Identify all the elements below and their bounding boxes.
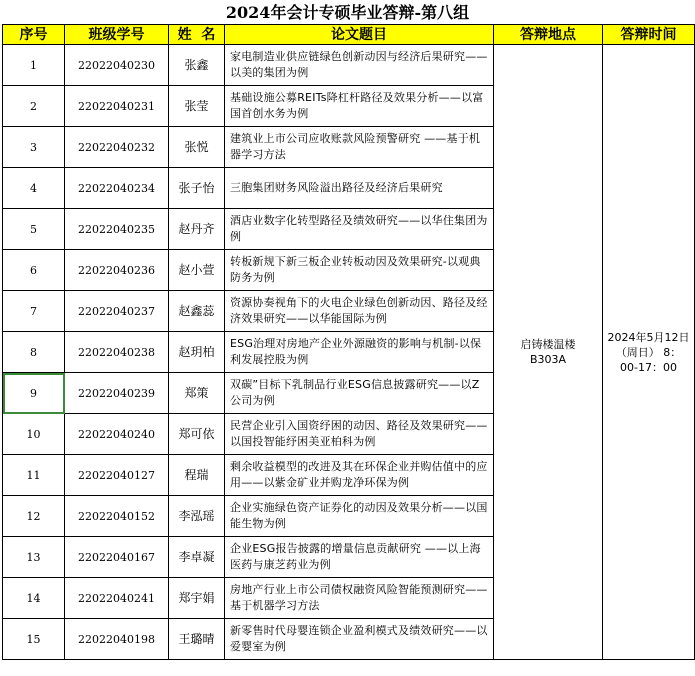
cell-name[interactable]: 张子怡 bbox=[169, 168, 225, 209]
cell-index[interactable]: 13 bbox=[3, 537, 65, 578]
cell-student-id[interactable]: 22022040234 bbox=[65, 168, 169, 209]
cell-index[interactable]: 5 bbox=[3, 209, 65, 250]
header-student-id[interactable]: 班级学号 bbox=[65, 25, 169, 45]
cell-student-id[interactable]: 22022040232 bbox=[65, 127, 169, 168]
cell-name[interactable]: 赵玥柏 bbox=[169, 332, 225, 373]
cell-name[interactable]: 张悦 bbox=[169, 127, 225, 168]
cell-topic[interactable]: 新零售时代母婴连锁企业盈利模式及绩效研究——以爱婴室为例 bbox=[225, 619, 494, 660]
cell-student-id[interactable]: 22022040152 bbox=[65, 496, 169, 537]
table-row bbox=[3, 45, 695, 86]
cell-index[interactable]: 6 bbox=[3, 250, 65, 291]
cell-student-id[interactable]: 22022040238 bbox=[65, 332, 169, 373]
cell-student-id[interactable]: 22022040230 bbox=[65, 45, 169, 86]
cell-index[interactable]: 10 bbox=[3, 414, 65, 455]
cell-name[interactable]: 赵小萱 bbox=[169, 250, 225, 291]
cell-student-id[interactable]: 22022040240 bbox=[65, 414, 169, 455]
header-topic[interactable]: 论文题目 bbox=[225, 25, 494, 45]
cell-topic[interactable]: 转板新规下新三板企业转板动因及效果研究-以观典防务为例 bbox=[225, 250, 494, 291]
cell-student-id[interactable]: 22022040235 bbox=[65, 209, 169, 250]
cell-name[interactable]: 李泓瑶 bbox=[169, 496, 225, 537]
header-place[interactable]: 答辩地点 bbox=[494, 25, 603, 45]
cell-topic[interactable]: 家电制造业供应链绿色创新动因与经济后果研究——以美的集团为例 bbox=[225, 45, 494, 86]
sheet-title: 2024年会计专硕毕业答辩-第八组 bbox=[225, 3, 470, 22]
cell-topic[interactable]: 剩余收益模型的改进及其在环保企业并购估值中的应用——以紫金矿业并购龙净环保为例 bbox=[225, 455, 494, 496]
cell-index[interactable]: 8 bbox=[3, 332, 65, 373]
cell-topic[interactable]: 企业ESG报告披露的增量信息贡献研究 ——以上海医药与康芝药业为例 bbox=[225, 537, 494, 578]
cell-name[interactable]: 张鑫 bbox=[169, 45, 225, 86]
cell-name[interactable]: 张莹 bbox=[169, 86, 225, 127]
cell-topic[interactable]: 三胞集团财务风险溢出路径及经济后果研究 bbox=[225, 168, 494, 209]
cell-name[interactable]: 程瑞 bbox=[169, 455, 225, 496]
cell-name[interactable]: 郑宇娟 bbox=[169, 578, 225, 619]
cell-index[interactable]: 9 bbox=[3, 373, 65, 414]
cell-index[interactable]: 15 bbox=[3, 619, 65, 660]
cell-student-id[interactable]: 22022040167 bbox=[65, 537, 169, 578]
cell-index[interactable]: 12 bbox=[3, 496, 65, 537]
cell-student-id[interactable]: 22022040237 bbox=[65, 291, 169, 332]
cell-topic[interactable]: 双碳”目标下乳制品行业ESG信息披露研究——以Z公司为例 bbox=[225, 373, 494, 414]
cell-index[interactable]: 2 bbox=[3, 86, 65, 127]
cell-name[interactable]: 赵丹齐 bbox=[169, 209, 225, 250]
defense-schedule-table bbox=[2, 24, 695, 660]
cell-name[interactable]: 赵鑫蕊 bbox=[169, 291, 225, 332]
header-name[interactable]: 姓 名 bbox=[169, 25, 225, 45]
cell-topic[interactable]: ESG治理对房地产企业外源融资的影响与机制-以保利发展控股为例 bbox=[225, 332, 494, 373]
cell-student-id[interactable]: 22022040236 bbox=[65, 250, 169, 291]
cell-name[interactable]: 王璐晴 bbox=[169, 619, 225, 660]
cell-student-id[interactable]: 22022040239 bbox=[65, 373, 169, 414]
cell-student-id[interactable]: 22022040231 bbox=[65, 86, 169, 127]
header-row bbox=[3, 25, 695, 45]
cell-topic[interactable]: 酒店业数字化转型路径及绩效研究——以华住集团为例 bbox=[225, 209, 494, 250]
cell-index[interactable]: 11 bbox=[3, 455, 65, 496]
header-index[interactable]: 序号 bbox=[3, 25, 65, 45]
cell-name[interactable]: 李卓凝 bbox=[169, 537, 225, 578]
header-time[interactable]: 答辩时间 bbox=[603, 25, 695, 45]
cell-index[interactable]: 1 bbox=[3, 45, 65, 86]
cell-time[interactable]: 2024年5月12日（周日） 8：00-17：00 bbox=[603, 45, 695, 660]
cell-index[interactable]: 4 bbox=[3, 168, 65, 209]
cell-topic[interactable]: 基础设施公募REITs降杠杆路径及效果分析——以富国首创水务为例 bbox=[225, 86, 494, 127]
cell-index[interactable]: 14 bbox=[3, 578, 65, 619]
cell-topic[interactable]: 资源协奏视角下的火电企业绿色创新动因、路径及经济效果研究——以华能国际为例 bbox=[225, 291, 494, 332]
cell-name[interactable]: 郑策 bbox=[169, 373, 225, 414]
cell-index[interactable]: 7 bbox=[3, 291, 65, 332]
cell-name[interactable]: 郑可依 bbox=[169, 414, 225, 455]
cell-student-id[interactable]: 22022040241 bbox=[65, 578, 169, 619]
cell-topic[interactable]: 房地产行业上市公司债权融资风险智能预测研究——基于机器学习方法 bbox=[225, 578, 494, 619]
cell-index[interactable]: 3 bbox=[3, 127, 65, 168]
cell-topic[interactable]: 民营企业引入国资纾困的动因、路径及效果研究——以国投智能纾困美亚柏科为例 bbox=[225, 414, 494, 455]
cell-student-id[interactable]: 22022040198 bbox=[65, 619, 169, 660]
cell-student-id[interactable]: 22022040127 bbox=[65, 455, 169, 496]
cell-topic[interactable]: 企业实施绿色资产证券化的动因及效果分析——以国能生物为例 bbox=[225, 496, 494, 537]
cell-place[interactable]: 启铸楼温楼B303A bbox=[494, 45, 603, 660]
cell-topic[interactable]: 建筑业上市公司应收账款风险预警研究 ——基于机器学习方法 bbox=[225, 127, 494, 168]
